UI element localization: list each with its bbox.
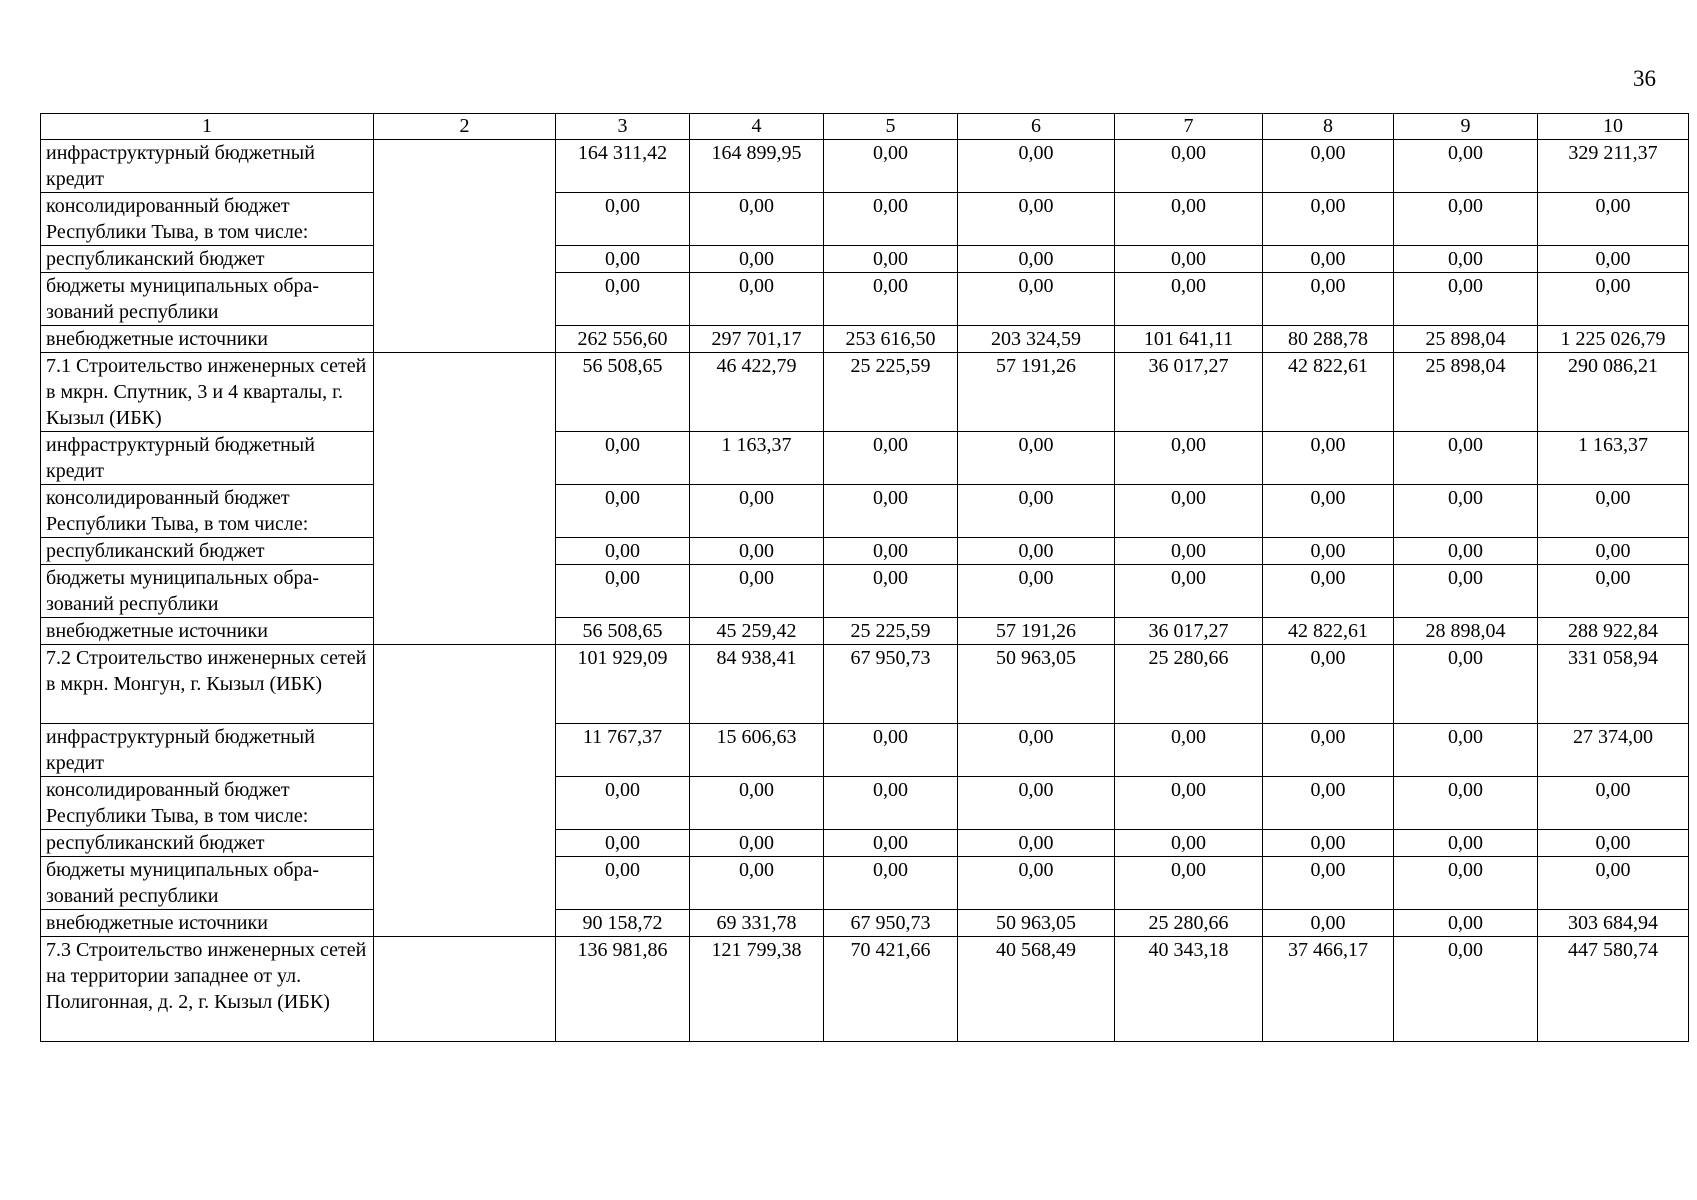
value-cell: 0,00 xyxy=(1394,777,1538,830)
value-cell: 0,00 xyxy=(1538,565,1689,618)
value-cell: 0,00 xyxy=(958,193,1115,246)
header-row xyxy=(41,114,1689,140)
value-cell: 0,00 xyxy=(556,432,690,485)
value-cell: 0,00 xyxy=(556,273,690,326)
empty-cell xyxy=(374,830,556,857)
table-row xyxy=(41,618,1689,645)
value-cell: 0,00 xyxy=(824,432,958,485)
value-cell: 0,00 xyxy=(556,857,690,910)
value-cell: 42 822,61 xyxy=(1263,353,1394,432)
value-cell: 0,00 xyxy=(690,857,824,910)
value-cell: 0,00 xyxy=(1538,830,1689,857)
value-cell: 0,00 xyxy=(1263,910,1394,937)
value-cell: 0,00 xyxy=(1115,246,1263,273)
header-col-4: 4 xyxy=(690,114,824,140)
value-cell: 0,00 xyxy=(1115,140,1263,193)
value-cell: 0,00 xyxy=(1115,432,1263,485)
value-cell: 297 701,17 xyxy=(690,326,824,353)
value-cell: 0,00 xyxy=(1538,485,1689,538)
row-label: инфраструктурный бюджетный кредит xyxy=(41,140,374,193)
table-row xyxy=(41,326,1689,353)
value-cell: 70 421,66 xyxy=(824,937,958,1042)
value-cell: 0,00 xyxy=(824,485,958,538)
table-row xyxy=(41,353,1689,432)
empty-cell xyxy=(374,645,556,724)
value-cell: 0,00 xyxy=(958,140,1115,193)
value-cell: 11 767,37 xyxy=(556,724,690,777)
row-label: бюджеты муниципальных обра-зований республики xyxy=(41,273,374,326)
value-cell: 0,00 xyxy=(1538,193,1689,246)
table-row xyxy=(41,538,1689,565)
empty-cell xyxy=(374,246,556,273)
value-cell: 0,00 xyxy=(1394,565,1538,618)
value-cell: 121 799,38 xyxy=(690,937,824,1042)
value-cell: 50 963,05 xyxy=(958,910,1115,937)
header-col-7: 7 xyxy=(1115,114,1263,140)
value-cell: 0,00 xyxy=(824,857,958,910)
value-cell: 0,00 xyxy=(556,538,690,565)
value-cell: 0,00 xyxy=(824,140,958,193)
value-cell: 0,00 xyxy=(1394,937,1538,1042)
row-label: инфраструктурный бюджетный кредит xyxy=(41,432,374,485)
value-cell: 56 508,65 xyxy=(556,353,690,432)
value-cell: 0,00 xyxy=(690,565,824,618)
budget-table xyxy=(40,113,1689,1042)
value-cell: 0,00 xyxy=(1115,857,1263,910)
value-cell: 0,00 xyxy=(958,538,1115,565)
value-cell: 329 211,37 xyxy=(1538,140,1689,193)
value-cell: 84 938,41 xyxy=(690,645,824,724)
value-cell: 0,00 xyxy=(958,273,1115,326)
value-cell: 303 684,94 xyxy=(1538,910,1689,937)
value-cell: 27 374,00 xyxy=(1538,724,1689,777)
value-cell: 0,00 xyxy=(1115,538,1263,565)
value-cell: 0,00 xyxy=(1263,777,1394,830)
empty-cell xyxy=(374,273,556,326)
value-cell: 0,00 xyxy=(824,193,958,246)
value-cell: 1 163,37 xyxy=(1538,432,1689,485)
page-number: 36 xyxy=(1633,66,1656,91)
value-cell: 0,00 xyxy=(958,724,1115,777)
value-cell: 0,00 xyxy=(556,246,690,273)
value-cell: 262 556,60 xyxy=(556,326,690,353)
value-cell: 0,00 xyxy=(1115,193,1263,246)
empty-cell xyxy=(374,432,556,485)
row-label: 7.3 Строительство инженерных сетей на территории западнее от ул. Полигонная, д. 2, г. Кызыл (ИБК) xyxy=(41,937,374,1042)
value-cell: 80 288,78 xyxy=(1263,326,1394,353)
value-cell: 67 950,73 xyxy=(824,645,958,724)
value-cell: 0,00 xyxy=(824,724,958,777)
value-cell: 0,00 xyxy=(1263,193,1394,246)
value-cell: 0,00 xyxy=(1115,830,1263,857)
value-cell: 46 422,79 xyxy=(690,353,824,432)
value-cell: 0,00 xyxy=(1263,140,1394,193)
value-cell: 0,00 xyxy=(1263,565,1394,618)
value-cell: 0,00 xyxy=(690,777,824,830)
header-col-8: 8 xyxy=(1263,114,1394,140)
row-label: республиканский бюджет xyxy=(41,538,374,565)
value-cell: 0,00 xyxy=(824,565,958,618)
value-cell: 0,00 xyxy=(556,777,690,830)
value-cell: 290 086,21 xyxy=(1538,353,1689,432)
value-cell: 0,00 xyxy=(690,193,824,246)
empty-cell xyxy=(374,618,556,645)
value-cell: 0,00 xyxy=(1263,645,1394,724)
row-label: консолидированный бюджет Республики Тыва, в том числе: xyxy=(41,193,374,246)
empty-cell xyxy=(374,857,556,910)
row-label: инфраструктурный бюджетный кредит xyxy=(41,724,374,777)
value-cell: 0,00 xyxy=(824,538,958,565)
value-cell: 0,00 xyxy=(1263,273,1394,326)
row-label: бюджеты муниципальных обра-зований республики xyxy=(41,565,374,618)
value-cell: 0,00 xyxy=(1394,645,1538,724)
value-cell: 0,00 xyxy=(1538,538,1689,565)
value-cell: 15 606,63 xyxy=(690,724,824,777)
value-cell: 0,00 xyxy=(1394,857,1538,910)
value-cell: 0,00 xyxy=(690,485,824,538)
row-label: консолидированный бюджет Республики Тыва, в том числе: xyxy=(41,777,374,830)
value-cell: 101 929,09 xyxy=(556,645,690,724)
empty-cell xyxy=(374,937,556,1042)
row-label: бюджеты муниципальных обра-зований республики xyxy=(41,857,374,910)
header-col-5: 5 xyxy=(824,114,958,140)
value-cell: 253 616,50 xyxy=(824,326,958,353)
empty-cell xyxy=(374,326,556,353)
value-cell: 0,00 xyxy=(1538,273,1689,326)
value-cell: 0,00 xyxy=(1263,538,1394,565)
empty-cell xyxy=(374,777,556,830)
value-cell: 42 822,61 xyxy=(1263,618,1394,645)
header-col-2: 2 xyxy=(374,114,556,140)
value-cell: 0,00 xyxy=(1394,485,1538,538)
value-cell: 101 641,11 xyxy=(1115,326,1263,353)
value-cell: 50 963,05 xyxy=(958,645,1115,724)
value-cell: 0,00 xyxy=(824,246,958,273)
value-cell: 164 311,42 xyxy=(556,140,690,193)
value-cell: 0,00 xyxy=(824,777,958,830)
empty-cell xyxy=(374,485,556,538)
value-cell: 0,00 xyxy=(1538,857,1689,910)
value-cell: 0,00 xyxy=(1263,485,1394,538)
value-cell: 37 466,17 xyxy=(1263,937,1394,1042)
value-cell: 0,00 xyxy=(1394,910,1538,937)
value-cell: 1 225 026,79 xyxy=(1538,326,1689,353)
value-cell: 57 191,26 xyxy=(958,618,1115,645)
table-row xyxy=(41,432,1689,485)
row-label: внебюджетные источники xyxy=(41,618,374,645)
value-cell: 203 324,59 xyxy=(958,326,1115,353)
value-cell: 0,00 xyxy=(556,485,690,538)
row-label: 7.1 Строительство инженерных сетей в мкрн. Спутник, 3 и 4 кварталы, г. Кызыл (ИБК) xyxy=(41,353,374,432)
row-label: внебюджетные источники xyxy=(41,910,374,937)
value-cell: 69 331,78 xyxy=(690,910,824,937)
value-cell: 40 568,49 xyxy=(958,937,1115,1042)
header-col-3: 3 xyxy=(556,114,690,140)
table-row xyxy=(41,273,1689,326)
header-col-10: 10 xyxy=(1538,114,1689,140)
value-cell: 0,00 xyxy=(958,485,1115,538)
header-col-1: 1 xyxy=(41,114,374,140)
value-cell: 45 259,42 xyxy=(690,618,824,645)
table-row xyxy=(41,565,1689,618)
value-cell: 0,00 xyxy=(1115,724,1263,777)
value-cell: 0,00 xyxy=(690,830,824,857)
value-cell: 0,00 xyxy=(1115,273,1263,326)
empty-cell xyxy=(374,193,556,246)
value-cell: 28 898,04 xyxy=(1394,618,1538,645)
table-body xyxy=(41,140,1689,1042)
value-cell: 0,00 xyxy=(1115,777,1263,830)
table-row xyxy=(41,724,1689,777)
empty-cell xyxy=(374,538,556,565)
table-row xyxy=(41,645,1689,724)
value-cell: 0,00 xyxy=(1263,246,1394,273)
value-cell: 56 508,65 xyxy=(556,618,690,645)
value-cell: 0,00 xyxy=(1538,246,1689,273)
value-cell: 36 017,27 xyxy=(1115,618,1263,645)
value-cell: 0,00 xyxy=(556,830,690,857)
value-cell: 0,00 xyxy=(556,565,690,618)
row-label: внебюджетные источники xyxy=(41,326,374,353)
value-cell: 0,00 xyxy=(1394,432,1538,485)
value-cell: 25 898,04 xyxy=(1394,353,1538,432)
value-cell: 0,00 xyxy=(1115,565,1263,618)
value-cell: 25 225,59 xyxy=(824,353,958,432)
value-cell: 136 981,86 xyxy=(556,937,690,1042)
table-row xyxy=(41,937,1689,1042)
value-cell: 0,00 xyxy=(1263,724,1394,777)
table-row xyxy=(41,777,1689,830)
value-cell: 40 343,18 xyxy=(1115,937,1263,1042)
value-cell: 0,00 xyxy=(690,538,824,565)
empty-cell xyxy=(374,565,556,618)
value-cell: 0,00 xyxy=(1394,724,1538,777)
empty-cell xyxy=(374,140,556,193)
value-cell: 0,00 xyxy=(1394,140,1538,193)
value-cell: 36 017,27 xyxy=(1115,353,1263,432)
value-cell: 0,00 xyxy=(1394,538,1538,565)
value-cell: 57 191,26 xyxy=(958,353,1115,432)
value-cell: 25 280,66 xyxy=(1115,910,1263,937)
row-label: республиканский бюджет xyxy=(41,830,374,857)
value-cell: 0,00 xyxy=(958,777,1115,830)
value-cell: 0,00 xyxy=(1115,485,1263,538)
header-col-9: 9 xyxy=(1394,114,1538,140)
value-cell: 1 163,37 xyxy=(690,432,824,485)
value-cell: 0,00 xyxy=(1263,432,1394,485)
table-row xyxy=(41,910,1689,937)
value-cell: 0,00 xyxy=(958,565,1115,618)
value-cell: 0,00 xyxy=(556,193,690,246)
value-cell: 0,00 xyxy=(1394,193,1538,246)
table-row xyxy=(41,485,1689,538)
value-cell: 0,00 xyxy=(958,246,1115,273)
row-label: консолидированный бюджет Республики Тыва, в том числе: xyxy=(41,485,374,538)
header-col-6: 6 xyxy=(958,114,1115,140)
value-cell: 25 225,59 xyxy=(824,618,958,645)
value-cell: 331 058,94 xyxy=(1538,645,1689,724)
value-cell: 0,00 xyxy=(824,273,958,326)
value-cell: 90 158,72 xyxy=(556,910,690,937)
value-cell: 0,00 xyxy=(1263,830,1394,857)
value-cell: 0,00 xyxy=(1394,273,1538,326)
value-cell: 0,00 xyxy=(690,273,824,326)
value-cell: 0,00 xyxy=(1538,777,1689,830)
value-cell: 0,00 xyxy=(690,246,824,273)
value-cell: 25 280,66 xyxy=(1115,645,1263,724)
value-cell: 0,00 xyxy=(958,830,1115,857)
table-row xyxy=(41,140,1689,193)
value-cell: 0,00 xyxy=(1394,830,1538,857)
table-row xyxy=(41,193,1689,246)
value-cell: 0,00 xyxy=(958,432,1115,485)
value-cell: 0,00 xyxy=(1263,857,1394,910)
empty-cell xyxy=(374,724,556,777)
row-label: республиканский бюджет xyxy=(41,246,374,273)
table-row xyxy=(41,246,1689,273)
value-cell: 0,00 xyxy=(824,830,958,857)
table-row xyxy=(41,857,1689,910)
row-label: 7.2 Строительство инженерных сетей в мкрн. Монгун, г. Кызыл (ИБК) xyxy=(41,645,374,724)
empty-cell xyxy=(374,353,556,432)
table-row xyxy=(41,830,1689,857)
value-cell: 0,00 xyxy=(1394,246,1538,273)
empty-cell xyxy=(374,910,556,937)
value-cell: 67 950,73 xyxy=(824,910,958,937)
value-cell: 288 922,84 xyxy=(1538,618,1689,645)
value-cell: 447 580,74 xyxy=(1538,937,1689,1042)
value-cell: 0,00 xyxy=(958,857,1115,910)
value-cell: 164 899,95 xyxy=(690,140,824,193)
value-cell: 25 898,04 xyxy=(1394,326,1538,353)
